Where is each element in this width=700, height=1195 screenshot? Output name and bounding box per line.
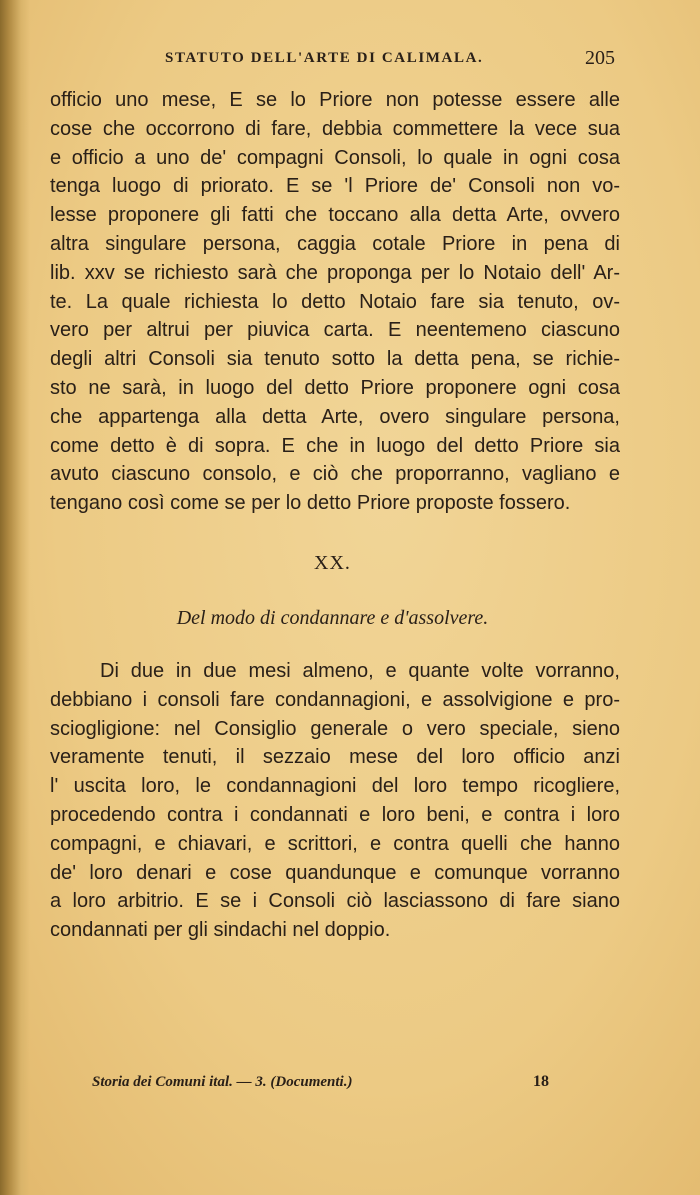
paragraph-continuation: [50, 86, 620, 518]
text-line: degli altri Consoli sia tenuto sotto la detta pena, se richie-: [50, 348, 620, 371]
text-line: te. La quale richiesta lo detto Notaio fare sia tenuto, ov-: [50, 290, 620, 313]
text-line: procedendo contra i condannati e loro beni, e contra i loro: [50, 803, 620, 826]
text-line: avuto ciascuno consolo, e ciò che proporranno, vagliano e: [50, 463, 620, 486]
text-line: lesse proponere gli fatti che toccano alla detta Arte, ovvero: [50, 204, 620, 227]
text-line: de' loro denari e cose quandunque e comunque vorranno: [50, 861, 620, 884]
text-line: officio uno mese, E se lo Priore non potesse essere alle: [50, 89, 620, 111]
page-gutter: [0, 0, 30, 1195]
text-line: e officio a uno de' compagni Consoli, lo quale in ogni cosa: [50, 146, 620, 169]
text-line: che appartenga alla detta Arte, overo singulare persona,: [50, 405, 620, 428]
text-line: veramente tenuti, il sezzaio mese del loro officio anzi: [50, 746, 620, 769]
page-number: 205: [585, 47, 615, 69]
text-line: altra singulare persona, caggia cotale Priore in pena di: [50, 232, 620, 255]
section-number: XX.: [314, 552, 351, 574]
text-line: vero per altrui per piuvica carta. E neentemeno ciascuno: [50, 319, 620, 342]
signature-mark: 18: [533, 1073, 549, 1090]
footer-reference: Storia dei Comuni ital. — 3. (Documenti.): [92, 1074, 353, 1090]
text-line: debbiano i consoli fare condannagioni, e assolvigione e pro-: [50, 688, 620, 711]
text-line: sto ne sarà, in luogo del detto Priore proponere ogni cosa: [50, 376, 620, 399]
page-footer: [0, 1074, 700, 1098]
text-line: lib. xxv se richiesto sarà che proponga per lo Notaio dell' Ar-: [50, 261, 620, 284]
text-line: a loro arbitrio. E se i Consoli ciò lasciassono di fare siano: [50, 890, 620, 913]
section-title: Del modo di condannare e d'assolvere.: [176, 607, 489, 629]
text-line: compagni, e chiavari, e scrittori, e contra quelli che hanno: [50, 832, 620, 855]
text-line: l' uscita loro, le condannagioni del loro tempo ricogliere,: [50, 775, 620, 798]
text-line: cose che occorrono di fare, debbia commettere la vece sua: [50, 117, 620, 140]
running-title: STATUTO DELL'ARTE DI CALIMALA.: [165, 50, 484, 66]
text-line: sciogligione: nel Consiglio generale o vero speciale, sieno: [50, 717, 620, 740]
paragraph-section-xx: [50, 657, 620, 945]
text-line: Di due in due mesi almeno, e quante volte vorranno,: [100, 660, 620, 682]
text-line: tenga luogo di priorato. E se 'l Priore de' Consoli non vo-: [50, 175, 620, 198]
text-line: condannati per gli sindachi nel doppio.: [50, 919, 391, 942]
text-line: come detto è di sopra. E che in luogo del detto Priore sia: [50, 434, 620, 457]
running-head: [0, 47, 700, 76]
text-line: tengano così come se per lo detto Priore proposte fossero.: [50, 492, 571, 515]
